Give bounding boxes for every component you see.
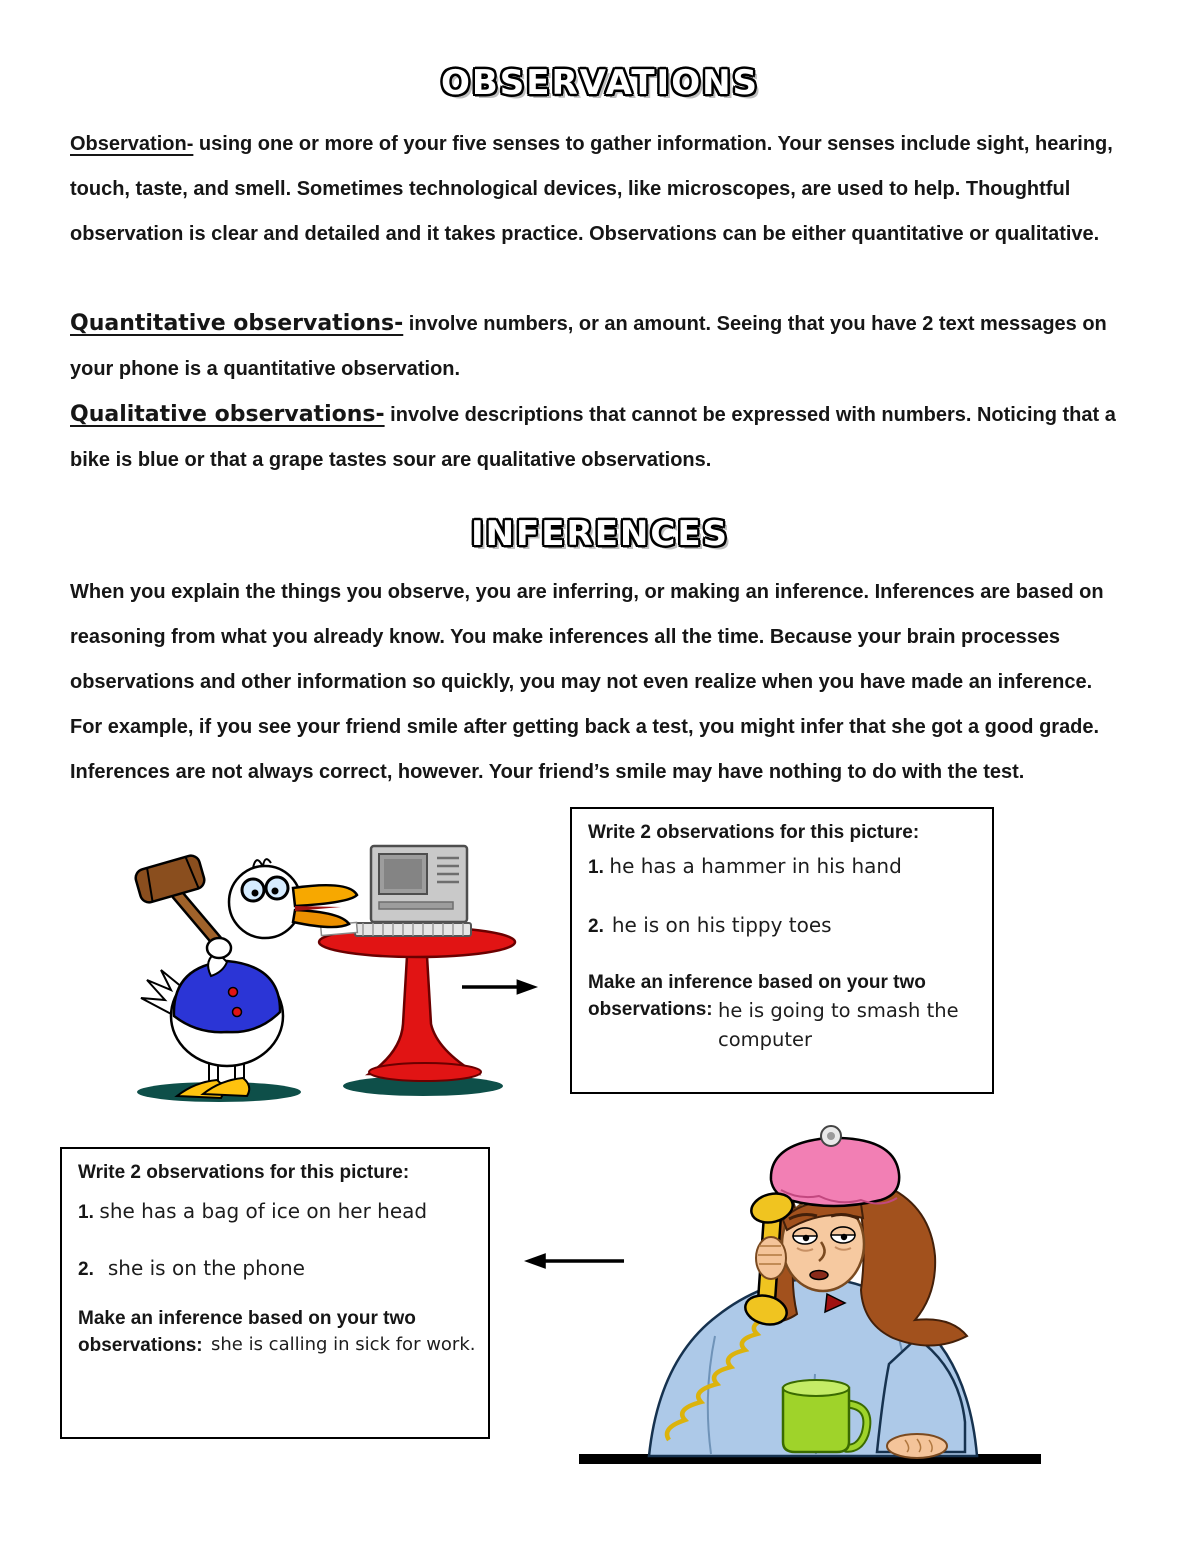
woman-mouth xyxy=(810,1271,828,1280)
duck-cartoon xyxy=(134,854,357,1098)
quantitative-paragraph xyxy=(70,301,1116,392)
duck-scene xyxy=(115,790,523,1108)
inference-definition: When you explain the things you observe, you are inferring, or making an inference. xyxy=(70,581,870,603)
box1-answer-2: he is on his tippy toes xyxy=(611,913,832,937)
box1-inference-prompt: Make an inference based on your two observations: xyxy=(588,972,926,1020)
qualitative-paragraph xyxy=(70,392,1116,483)
observations-title: OBSERVATIONS xyxy=(440,63,760,103)
qualitative-definition: involve descriptions that cannot be expressed with numbers. Noticing that a bike is blue or that a grape tastes sour are qualitative observations. xyxy=(70,404,1116,471)
box2-observation-2 xyxy=(78,1255,472,1283)
qualitative-term: Qualitative observations- xyxy=(70,402,385,427)
inference-details: Because your brain processes observations and other information so quickly, you may not even realize when you have made an inference. For example, if you see your friend smile after getting back a test, you might infer that she got a good grade. Inferences are not always correct, however. Your friend’s smile may have nothing to do with the test. xyxy=(70,626,1100,783)
box1-observation-1 xyxy=(588,853,976,881)
box1-number-1: 1. xyxy=(588,857,604,878)
box1-number-2: 2. xyxy=(588,916,604,937)
box2-number-2: 2. xyxy=(78,1259,94,1280)
box2-prompt: Write 2 observations for this picture: xyxy=(78,1162,410,1183)
duck-observations-box xyxy=(570,807,994,1094)
box1-prompt: Write 2 observations for this picture: xyxy=(588,822,920,843)
duck-hammer-computer-cartoon xyxy=(115,790,523,1108)
duck-beak xyxy=(293,885,357,927)
box2-observation-1 xyxy=(78,1198,472,1226)
woman-right-hand xyxy=(887,1434,947,1458)
sick-woman-on-phone-cartoon xyxy=(565,1122,1053,1486)
box2-answer-2: she is on the phone xyxy=(107,1256,305,1280)
box2-answer-1: she has a bag of ice on her head xyxy=(99,1199,428,1223)
quantitative-definition: involve numbers, or an amount. Seeing that you have 2 text messages on your phone is a quantitative observation. xyxy=(70,313,1107,380)
woman-observations-box xyxy=(60,1147,490,1439)
inference-reasoning: Inferences are based on reasoning from what you already know. xyxy=(70,581,1104,648)
duck-shirt xyxy=(174,961,280,1032)
box1-inference-answer: he is going to smash the computer xyxy=(718,999,959,1051)
duck-hand xyxy=(207,938,231,958)
hammer-icon xyxy=(134,854,221,946)
woman-left-hand xyxy=(756,1237,786,1279)
ice-bag-icon xyxy=(771,1126,899,1206)
inference-paragraph xyxy=(70,570,1116,795)
quantitative-term: Quantitative observations- xyxy=(70,311,404,336)
observation-details: Your senses include sight, hearing, touch, taste, and smell. Sometimes technological devices, like microscopes, are used to help. Thoughtful observation is clear and detailed and it takes practice. Observations can be either quantitative or qualitative. xyxy=(70,133,1113,245)
observation-paragraph xyxy=(70,122,1116,257)
observation-definition: using one or more of your five senses to gather information. xyxy=(193,133,773,155)
right-arrow-icon xyxy=(462,976,540,998)
pedestal-table xyxy=(319,927,515,1081)
box2-number-1: 1. xyxy=(78,1202,94,1223)
inference-emphasis: You make inferences all the time. xyxy=(450,626,765,648)
observation-term: Observation- xyxy=(70,133,194,155)
woman-scene xyxy=(565,1122,1053,1486)
box2-inference-answer: she is calling in sick for work. xyxy=(211,1334,476,1355)
duck-head xyxy=(229,866,301,938)
box1-answer-1: he has a hammer in his hand xyxy=(609,854,902,878)
box1-observation-2 xyxy=(588,912,976,940)
box2-inference-prompt: Make an inference based on your two observations: xyxy=(78,1308,416,1356)
inferences-title: INFERENCES xyxy=(470,514,730,554)
